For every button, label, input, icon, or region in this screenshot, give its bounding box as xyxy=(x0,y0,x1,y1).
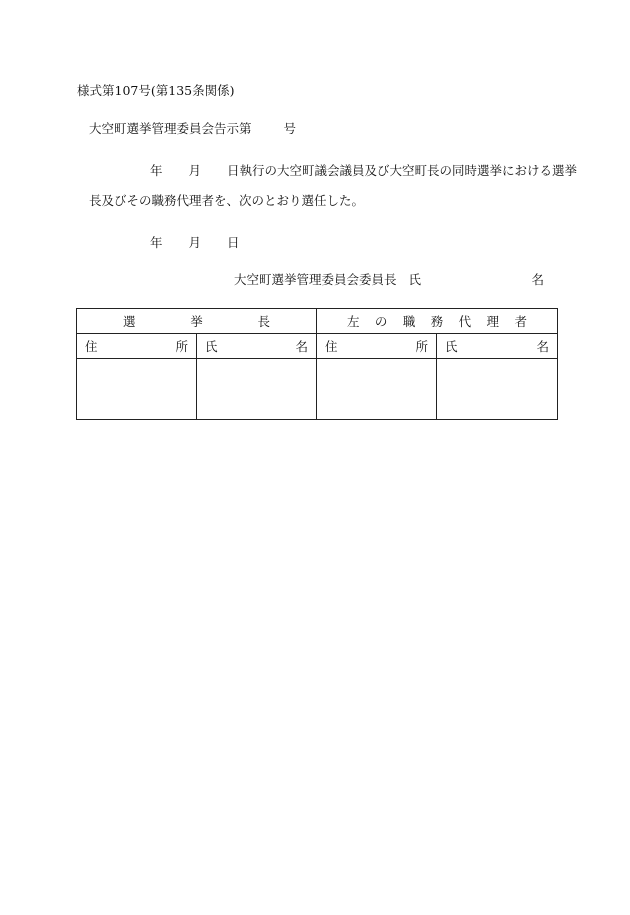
table-header-row xyxy=(77,309,558,334)
name-label-1: 氏 xyxy=(408,272,421,287)
notice-prefix: 大空町選挙管理委員会告示第 xyxy=(89,121,252,136)
notice-number xyxy=(89,121,296,137)
signature-line xyxy=(234,272,544,288)
header-deputy: 左 の 職 務 代 理 者 xyxy=(317,309,558,334)
table-entry-row xyxy=(77,359,558,420)
body-month: 月 xyxy=(188,163,202,178)
date-day: 日 xyxy=(227,235,240,250)
date-line xyxy=(150,235,240,251)
appointment-table xyxy=(76,308,558,420)
entry-chief-name[interactable] xyxy=(197,359,317,420)
subheader-deputy-address: 住 所 xyxy=(317,334,437,359)
date-year: 年 xyxy=(150,235,163,250)
subheader-chief-address: 住 所 xyxy=(77,334,197,359)
subheader-chief-name: 氏 名 xyxy=(197,334,317,359)
entry-deputy-address[interactable] xyxy=(317,359,437,420)
table-subheader-row xyxy=(77,334,558,359)
date-month: 月 xyxy=(188,235,202,250)
notice-suffix: 号 xyxy=(283,121,297,136)
body-line-1 xyxy=(150,163,577,179)
entry-chief-address[interactable] xyxy=(77,359,197,420)
subheader-deputy-name: 氏 名 xyxy=(437,334,558,359)
body-line-2: 長及びその職務代理者を、次のとおり選任した。 xyxy=(89,193,365,208)
chair-title: 大空町選挙管理委員会委員長 xyxy=(234,272,397,287)
form-number: 様式第107号(第135条関係) xyxy=(77,83,235,98)
name-label-2: 名 xyxy=(531,272,544,287)
entry-deputy-name[interactable] xyxy=(437,359,558,420)
header-election-chief: 選 挙 長 xyxy=(77,309,317,334)
body-year: 年 xyxy=(150,163,163,178)
body-line1-rest: 日執行の大空町議会議員及び大空町長の同時選挙における選挙 xyxy=(227,163,578,178)
